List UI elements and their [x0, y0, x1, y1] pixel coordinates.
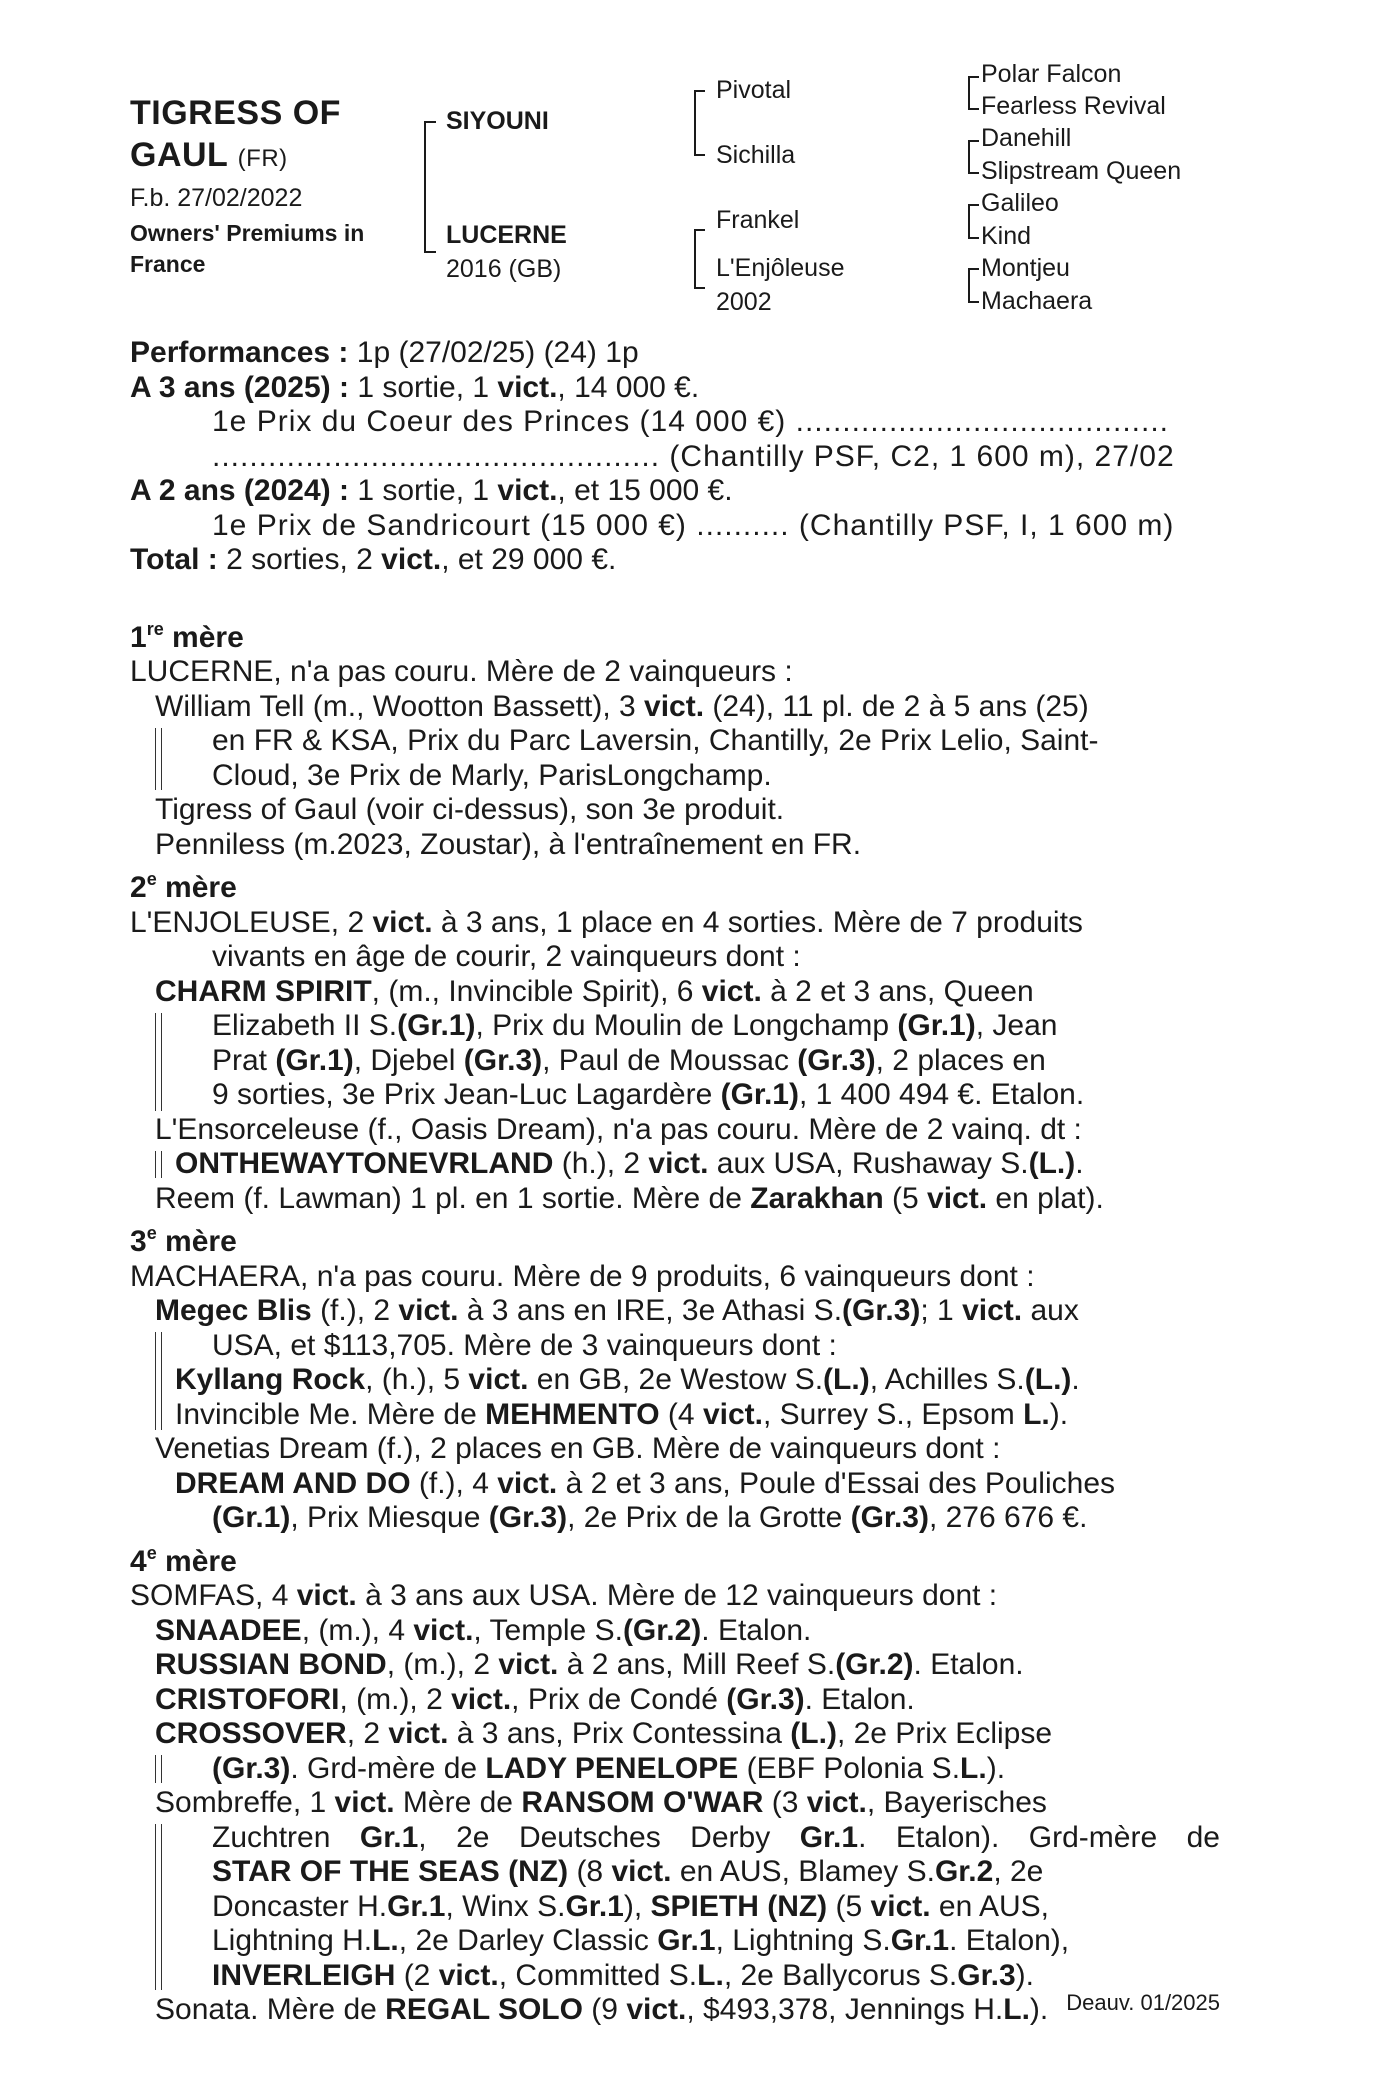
m4-so-s: . Etalon), — [949, 1924, 1070, 1957]
m2-reem-vict: vict. — [927, 1181, 988, 1215]
charm-spirit-name: CHARM SPIRIT — [155, 974, 372, 1008]
dream-and-do-name: DREAM AND DO — [175, 1466, 411, 1500]
grade-gr1: Gr.1 — [657, 1924, 716, 1957]
section-1-num: 1 — [130, 620, 147, 654]
m2-cs-line4 — [130, 1078, 1220, 1113]
m3-kr-a: , (h.), 5 — [365, 1363, 469, 1396]
pedigree-ggp-5: Galileo — [981, 189, 1059, 217]
section-3-num: 3 — [130, 1225, 147, 1258]
m1-c-line: Penniless (m.2023, Zoustar), à l'entraînement en FR. — [155, 827, 862, 861]
m4-sn-a: , (m.), 4 — [301, 1613, 414, 1647]
grade-gr1: Gr.1 — [890, 1924, 950, 1957]
grade-gr1: (Gr.1) — [275, 1043, 354, 1077]
pedigree-sire-dam: Sichilla — [716, 141, 796, 169]
m3-kr-dot: . — [1071, 1363, 1080, 1396]
pedigree-bracket-g1 — [968, 76, 979, 110]
m4-co-vict: vict. — [388, 1717, 449, 1750]
m4-cr-etalon: . Etalon. — [804, 1682, 915, 1716]
m4-sn-vict: vict. — [413, 1613, 474, 1647]
pedigree-ggp-3: Danehill — [981, 124, 1072, 152]
m4-so-f: , 2e Deutsches Derby — [418, 1820, 800, 1854]
m3-dd-line2 — [130, 1501, 1220, 1536]
m3-mb-line1 — [130, 1294, 1220, 1329]
mehmento-name: MEHMENTO — [485, 1397, 660, 1431]
m3-mb-line2: USA, et $113,705. Mère de 3 vainqueurs dont : — [212, 1328, 837, 1362]
m2-otw-vict: vict. — [648, 1147, 709, 1180]
perf-total-text-b: , et 29 000 €. — [441, 543, 617, 576]
sale-reference: Deauv. 01/2025 — [1066, 1990, 1220, 2015]
grade-gr1: Gr.1 — [799, 1820, 859, 1854]
grade-gr2: (Gr.2) — [835, 1648, 914, 1681]
m4-so-n: (5 — [827, 1889, 871, 1923]
m2-cs-c: Elizabeth II S. — [212, 1009, 398, 1042]
perf-total-vict: vict. — [381, 543, 442, 576]
grade-gr1: Gr.1 — [387, 1889, 446, 1923]
m2-cs-j: 9 sorties, 3e Prix Jean-Luc Lagardère — [212, 1078, 721, 1111]
grade-gr3: (Gr.3) — [463, 1043, 543, 1077]
perf-2yo-label: A 2 ans (2024) : — [130, 474, 349, 507]
m4-co-f: ). — [986, 1751, 1006, 1785]
perf-2yo-race-line: 1e Prix de Sandricourt (15 000 €) .......... (Chantilly PSF, I, 1 600 m) — [212, 508, 1175, 542]
perf-total-text-a: 2 sorties, 2 — [217, 543, 382, 576]
section-2-word: mère — [156, 871, 237, 904]
grade-listed: (L.) — [823, 1363, 870, 1396]
grade-listed: L. — [697, 1958, 724, 1992]
pedigree-sire-sire: Pivotal — [716, 76, 792, 104]
m4-so-l: , Winx S. — [445, 1889, 566, 1923]
m4-co-a: , 2 — [346, 1717, 389, 1750]
megec-blis-name: Megec Blis — [155, 1294, 312, 1327]
perf-3yo-vict: vict. — [497, 370, 558, 404]
pedigree-bracket-dam — [694, 229, 705, 289]
m4-so-g: . Etalon). Grd-mère de — [858, 1820, 1220, 1854]
pedigree-ggp-8: Machaera — [981, 287, 1093, 315]
m2-cs-b: à 2 et 3 ans, Queen — [761, 974, 1034, 1008]
perf-3yo-race-line: 1e Prix du Coeur des Princes (14 000 €) ........................................ — [212, 405, 1170, 438]
ransom-owar-name: RANSOM O'WAR — [521, 1786, 764, 1819]
m2-cs-e: , Jean — [975, 1009, 1058, 1042]
grade-gr1: Gr.1 — [565, 1889, 624, 1923]
m4-intro-vict: vict. — [296, 1579, 357, 1612]
m4-so-line6 — [130, 1959, 1220, 1994]
m3-inv-b: (4 — [659, 1397, 703, 1431]
inverleigh-name: INVERLEIGH — [212, 1958, 396, 1992]
pedigree-bracket-parents — [424, 121, 436, 253]
pedigree-ggp-2: Fearless Revival — [981, 92, 1166, 120]
lady-penelope-name: LADY PENELOPE — [485, 1751, 739, 1785]
grade-gr3: (Gr.3) — [212, 1751, 291, 1785]
m4-so-m: ), — [623, 1889, 651, 1923]
perf-2yo-text-b: , et 15 000 €. — [557, 474, 733, 507]
m2-otw-dot: . — [1075, 1147, 1084, 1180]
m4-rb-b: à 2 ans, Mill Reef S. — [558, 1648, 836, 1681]
m4-co-e: (EBF Polonia S. — [738, 1751, 961, 1785]
section-title-2 — [130, 862, 1220, 906]
m4-cristofori-line — [130, 1683, 1220, 1718]
snaadee-name: SNAADEE — [155, 1613, 302, 1647]
m4-cr-a: , (m.), 2 — [339, 1682, 452, 1716]
m3-kr-c: , Achilles S. — [869, 1363, 1025, 1396]
m1-a-line2: en FR & KSA, Prix du Parc Laversin, Chantilly, 2e Prix Lelio, Saint- — [212, 724, 1099, 757]
pedigree-dam-dam: L'Enjôleuse — [716, 254, 845, 282]
grade-gr2: (Gr.2) — [622, 1613, 702, 1647]
section-3-word: mère — [156, 1225, 237, 1258]
owner-premiums — [130, 218, 430, 280]
m1-a-line1 — [130, 690, 1220, 725]
m4-intro-a: SOMFAS, 4 — [130, 1579, 297, 1612]
performances-text: 1p (27/02/25) (24) 1p — [348, 336, 639, 369]
m3-vd-line: Venetias Dream (f.), 2 places en GB. Mère de vainqueurs dont : — [155, 1432, 1001, 1465]
perf-3yo-text-a: 1 sortie, 1 — [348, 370, 498, 404]
pedigree-bracket-g3 — [968, 204, 979, 239]
zarakhan-name: Zarakhan — [750, 1181, 884, 1215]
m2-cs-a: , (m., Invincible Spirit), 6 — [371, 974, 702, 1008]
m2-intro-line2: vivants en âge de courir, 2 vainqueurs dont : — [212, 940, 801, 973]
m2-ens-line: L'Ensorceleuse (f., Oasis Dream), n'a pas couru. Mère de 2 vainq. dt : — [155, 1112, 1082, 1146]
m2-cs-h: , Paul de Moussac — [542, 1043, 798, 1077]
m4-so-vict5: vict. — [438, 1958, 499, 1992]
m3-kr-b: en GB, 2e Westow S. — [528, 1363, 824, 1396]
grade-gr1: (Gr.1) — [897, 1009, 976, 1042]
m3-intro: MACHAERA, n'a pas couru. Mère de 9 produits, 6 vainqueurs dont : — [130, 1259, 1035, 1293]
kyllang-rock-name: Kyllang Rock — [175, 1363, 366, 1396]
m3-dd-line1 — [130, 1467, 1220, 1502]
section-4-sup: e — [146, 1542, 157, 1563]
section-1-sup: re — [146, 618, 164, 639]
m3-dd-d: , 2e Prix de la Grotte — [567, 1501, 851, 1534]
m4-rb-vict: vict. — [498, 1648, 559, 1681]
m4-so-vict: vict. — [334, 1786, 395, 1819]
m2-otw-b: aux USA, Rushaway S. — [708, 1147, 1029, 1180]
horse-country: (FR) — [237, 145, 288, 172]
perf-3yo-text-b: , 14 000 €. — [557, 370, 700, 404]
perf-total-label: Total : — [130, 543, 218, 576]
m3-dd-c: , Prix Miesque — [290, 1501, 489, 1534]
perf-2yo-line — [130, 474, 1220, 509]
m3-kr-line — [130, 1363, 1220, 1398]
m4-co-line1 — [130, 1717, 1220, 1752]
perf-2yo-text-a: 1 sortie, 1 — [348, 474, 498, 507]
pedigree-bracket-g4 — [968, 268, 979, 303]
catalogue-body — [130, 336, 1220, 2028]
m4-so-p: Lightning H. — [212, 1924, 373, 1957]
m4-so-v: , 2e Ballycorus S. — [723, 1958, 958, 1992]
horse-name-line1: TIGRESS OF — [130, 94, 341, 132]
m4-so-d: , Bayerisches — [866, 1786, 1047, 1819]
grade-listed: L. — [1023, 1397, 1050, 1431]
m1-a1: William Tell (m., Wootton Bassett), 3 — [155, 689, 645, 723]
russian-bond-name: RUSSIAN BOND — [155, 1648, 387, 1681]
m1-a-vict: vict. — [644, 689, 705, 723]
m4-snaadee-line — [130, 1614, 1220, 1649]
spacer — [130, 578, 1220, 612]
m4-so-i: en AUS, Blamey S. — [671, 1855, 935, 1888]
m4-rb-etalon: . Etalon. — [913, 1648, 1024, 1681]
m4-so-e: Zuchtren — [212, 1820, 360, 1854]
pedigree-dam-sire: Frankel — [716, 206, 800, 234]
section-3-sup: e — [146, 1223, 157, 1243]
m3-dd-e: , 276 676 €. — [928, 1501, 1088, 1534]
performances-label: Performances : — [130, 336, 349, 369]
owner-line1: Owners' Premiums in — [130, 220, 365, 246]
m4-son-vict: vict. — [626, 1993, 687, 2026]
m2-cs-k: , 1 400 494 €. Etalon. — [798, 1078, 1085, 1111]
m2-entry-charm-spirit — [130, 975, 1220, 1113]
pedigree-dam-year: 2016 (GB) — [446, 255, 562, 283]
m4-so-a: Sombreffe, 1 — [155, 1786, 335, 1819]
perf-2yo-vict: vict. — [497, 474, 558, 507]
performances-line — [130, 336, 1220, 371]
m4-entry-sombreffe — [130, 1786, 1220, 1993]
m2-cs-f: Prat — [212, 1043, 276, 1077]
grade-gr3: (Gr.3) — [797, 1043, 876, 1077]
m3-dd-b: à 2 et 3 ans, Poule d'Essai des Pouliches — [557, 1466, 1116, 1500]
onthewaytonevrland-name: ONTHEWAYTONEVRLAND — [175, 1147, 554, 1180]
section-4-word: mère — [156, 1544, 237, 1578]
m2-cs-line2 — [130, 1009, 1220, 1044]
m4-cr-vict: vict. — [451, 1682, 512, 1716]
m1-intro: LUCERNE, n'a pas couru. Mère de 2 vainqueurs : — [130, 655, 793, 688]
m4-entry-crossover — [130, 1717, 1220, 1786]
grade-listed: L. — [1003, 1993, 1030, 2026]
pedigree-sire: SIYOUNI — [446, 107, 549, 135]
m4-so-line4 — [130, 1890, 1220, 1925]
m3-kr-vict: vict. — [468, 1363, 529, 1396]
section-title-1 — [130, 612, 1220, 656]
grade-gr3: (Gr.3) — [842, 1294, 921, 1327]
m2-reem-line — [130, 1182, 1220, 1217]
m4-so-line1 — [130, 1786, 1220, 1821]
m2-reem-b: (5 — [883, 1181, 928, 1215]
m3-mb-vict: vict. — [398, 1294, 459, 1327]
m4-russian-bond-line — [130, 1648, 1220, 1683]
m4-so-vict2: vict. — [806, 1786, 867, 1819]
m4-so-t: (2 — [395, 1958, 439, 1992]
owner-line2: France — [130, 251, 206, 277]
m4-sn-etalon: . Etalon. — [701, 1613, 812, 1647]
m3-dd-vict: vict. — [497, 1466, 558, 1500]
horse-name-line2: GAUL — [130, 136, 228, 174]
m2-cs-i: , 2 places en — [875, 1043, 1046, 1077]
m4-cr-b: , Prix de Condé — [511, 1682, 727, 1716]
cristofori-name: CRISTOFORI — [155, 1682, 340, 1716]
grade-gr1: Gr.1 — [359, 1820, 419, 1854]
m2-otw-line — [130, 1147, 1220, 1182]
m3-entry-megec-blis — [130, 1294, 1220, 1432]
m3-mb-d: aux — [1022, 1294, 1079, 1327]
m4-son-b: (9 — [582, 1993, 627, 2026]
pedigree-dam: LUCERNE — [446, 221, 567, 249]
m3-mb-a: (f.), 2 — [311, 1294, 399, 1327]
m1-a-line3: Cloud, 3e Prix de Marly, ParisLongchamp. — [212, 758, 772, 792]
m4-rb-a: , (m.), 2 — [386, 1648, 499, 1681]
grade-gr3: (Gr.3) — [488, 1501, 568, 1534]
m3-mb-c: ; 1 — [920, 1294, 963, 1327]
m4-so-u: , Committed S. — [498, 1958, 698, 1992]
m4-so-b: Mère de — [394, 1786, 522, 1819]
m4-so-r: , Lightning S. — [715, 1924, 891, 1957]
pedigree-ggp-6: Kind — [981, 222, 1032, 250]
m4-co-b: à 3 ans, Prix Contessina — [448, 1717, 791, 1750]
m4-intro-b: à 3 ans aux USA. Mère de 12 vainqueurs dont : — [356, 1579, 998, 1612]
grade-gr1: (Gr.1) — [720, 1078, 799, 1111]
m2-intro-line1 — [130, 906, 1220, 941]
m2-entry-onthewaytonevrland — [130, 1147, 1220, 1182]
m3-inv-line — [130, 1398, 1220, 1433]
m2-intro-a: L'ENJOLEUSE, 2 — [130, 905, 373, 939]
pedigree-bracket-sire — [694, 90, 705, 156]
m4-son-c: , $493,378, Jennings H. — [686, 1993, 1004, 2026]
m4-so-line3 — [130, 1855, 1220, 1890]
m4-so-o: en AUS, — [930, 1889, 1049, 1923]
m1-entry-william-tell — [130, 690, 1220, 794]
horse-birth: F.b. 27/02/2022 — [130, 184, 303, 212]
m2-cs-line3 — [130, 1044, 1220, 1079]
m4-son-d: ). — [1029, 1993, 1049, 2026]
grade-listed: L. — [372, 1924, 399, 1957]
m2-cs-line1 — [130, 975, 1220, 1010]
m2-reem-a: Reem (f. Lawman) 1 pl. en 1 sortie. Mère de — [155, 1181, 751, 1215]
m4-so-line5 — [130, 1924, 1220, 1959]
m3-inv-d: ). — [1049, 1397, 1069, 1431]
section-2-num: 2 — [130, 871, 147, 904]
regal-solo-name: REGAL SOLO — [385, 1993, 583, 2026]
m2-intro-b: à 3 ans, 1 place en 4 sorties. Mère de 7 produits — [432, 905, 1083, 939]
grade-listed: L. — [960, 1751, 987, 1785]
pedigree-dam-dam-year: 2002 — [716, 288, 772, 316]
section-1-word: mère — [163, 620, 244, 654]
grade-listed: (L.) — [1028, 1147, 1076, 1180]
section-4-num: 4 — [130, 1544, 147, 1578]
m4-so-vict3: vict. — [611, 1855, 672, 1888]
grade-gr2: Gr.2 — [934, 1855, 994, 1888]
m2-cs-g: , Djebel — [353, 1043, 464, 1077]
m3-inv-a: Invincible Me. Mère de — [175, 1397, 486, 1431]
m3-mb-b: à 3 ans en IRE, 3e Athasi S. — [458, 1294, 843, 1327]
grade-listed: (L.) — [790, 1717, 837, 1750]
spieth-name: SPIETH (NZ) — [650, 1889, 828, 1923]
m3-dd-a: (f.), 4 — [410, 1466, 498, 1500]
m4-so-h: (8 — [568, 1855, 612, 1888]
section-title-4 — [130, 1536, 1220, 1580]
m2-otw-a: (h.), 2 — [553, 1147, 649, 1180]
section-title-3 — [130, 1216, 1220, 1260]
pedigree-ggp-4: Slipstream Queen — [981, 157, 1182, 185]
m3-inv-vict: vict. — [702, 1397, 763, 1431]
m4-so-line2 — [130, 1821, 1220, 1856]
grade-gr3: (Gr.3) — [726, 1682, 805, 1716]
grade-gr3: Gr.3 — [957, 1958, 1016, 1992]
grade-gr1: (Gr.1) — [212, 1501, 291, 1534]
m1-a2: (24), 11 pl. de 2 à 5 ans (25) — [704, 689, 1089, 723]
pedigree-bracket-g2 — [968, 140, 979, 174]
horse-name — [130, 92, 430, 180]
pedigree-ggp-1: Polar Falcon — [981, 60, 1122, 88]
m4-so-k: Doncaster H. — [212, 1889, 388, 1923]
m2-cs-d: , Prix du Moulin de Longchamp — [475, 1009, 898, 1042]
grade-gr1: (Gr.1) — [397, 1009, 476, 1042]
m4-so-w: ). — [1015, 1958, 1034, 1992]
perf-3yo-label: A 3 ans (2025) : — [130, 370, 349, 404]
m4-so-q: , 2e Darley Classic — [398, 1924, 658, 1957]
m4-sn-b: , Temple S. — [473, 1613, 623, 1647]
m3-inv-c: , Surrey S., Epsom — [762, 1397, 1024, 1431]
pedigree-ggp-7: Montjeu — [981, 254, 1070, 282]
m4-sonata-line — [130, 1993, 1220, 2028]
m2-intro-vict: vict. — [372, 905, 433, 939]
m4-co-d: . Grd-mère de — [290, 1751, 486, 1785]
m4-co-line2 — [130, 1752, 1220, 1787]
m2-reem-c: en plat). — [987, 1181, 1104, 1215]
grade-gr3: (Gr.3) — [850, 1501, 929, 1534]
m1-b-line: Tigress of Gaul (voir ci-dessus), son 3e produit. — [155, 793, 785, 826]
perf-3yo-race-detail: ................................................ (Chantilly PSF, C2, 1 600 m), 27/02 — [212, 439, 1175, 473]
perf-total-line — [130, 543, 1220, 578]
crossover-name: CROSSOVER — [155, 1717, 347, 1750]
star-of-the-seas-name: STAR OF THE SEAS (NZ) — [212, 1855, 569, 1888]
m4-so-c: (3 — [763, 1786, 807, 1819]
m4-so-vict4: vict. — [870, 1889, 931, 1923]
m2-cs-vict: vict. — [701, 974, 762, 1008]
m4-co-c: , 2e Prix Eclipse — [836, 1717, 1053, 1750]
m4-intro — [130, 1579, 1220, 1614]
perf-3yo-line — [130, 371, 1220, 406]
m3-mb-vict2: vict. — [962, 1294, 1023, 1327]
m4-so-j: , 2e — [993, 1855, 1044, 1888]
section-2-sup: e — [146, 869, 157, 889]
grade-listed: (L.) — [1024, 1363, 1072, 1396]
m4-son-a: Sonata. Mère de — [155, 1993, 386, 2026]
